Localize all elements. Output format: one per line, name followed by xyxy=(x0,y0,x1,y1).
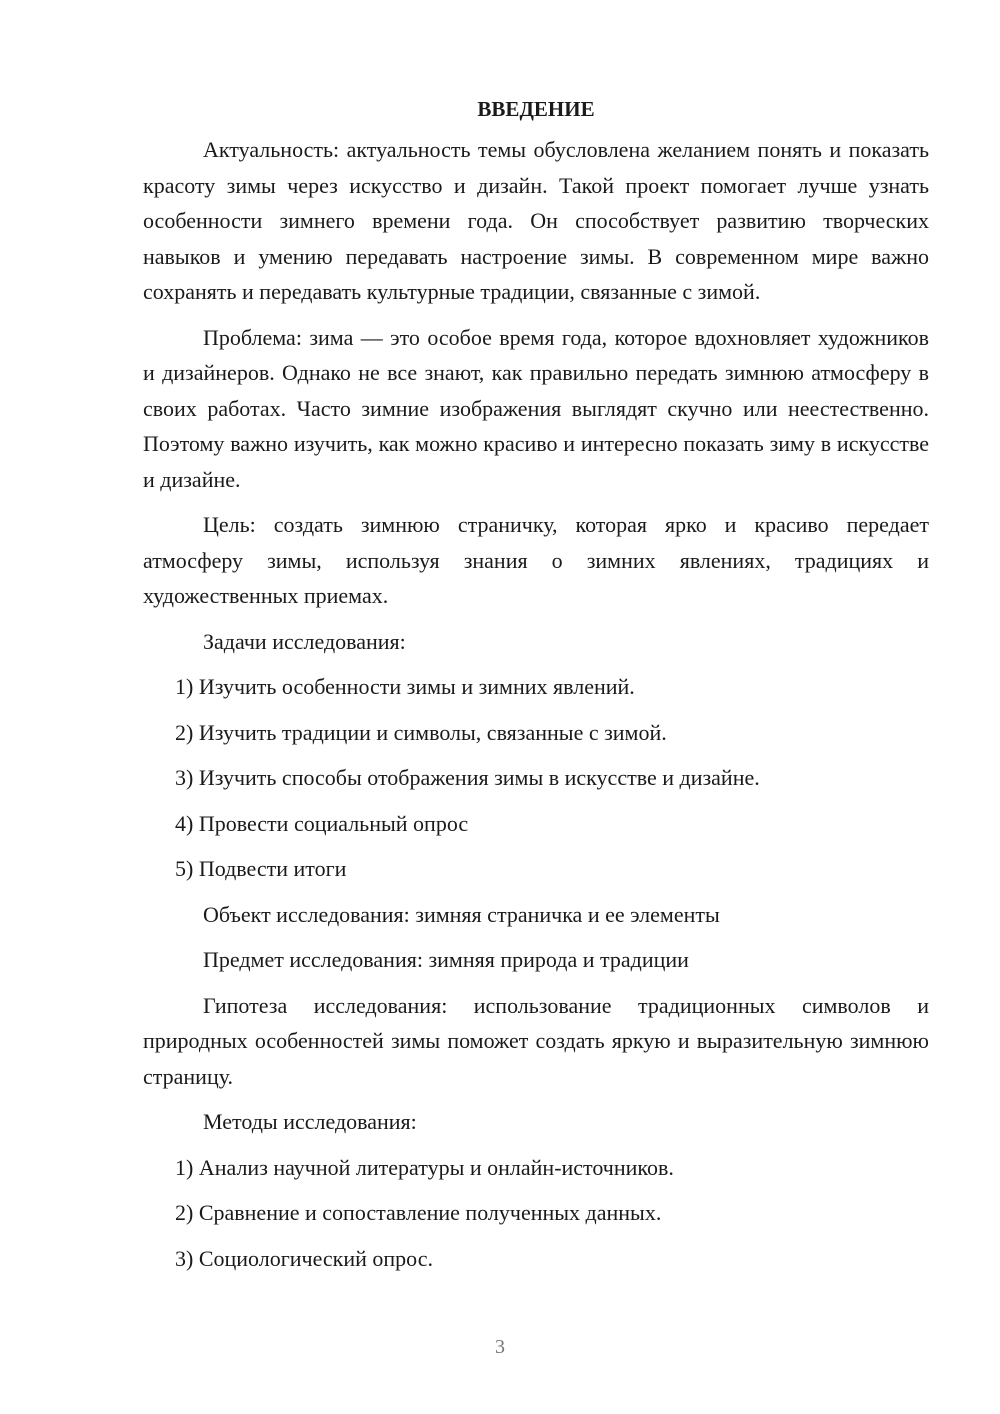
problem-paragraph: Проблема: зима — это особое время года, которое вдохновляет художников и дизайнеров. Однако не все знают, как правильно передать зимнюю атмосферу в своих работах. Часто зимние изображения выглядят скучно или неестественно. Поэтому важно изучить, как можно красиво и интересно показать зиму в искусстве и дизайне. xyxy=(143,324,929,492)
goal-paragraph: Цель: создать зимнюю страничку, которая ярко и красиво передает атмосферу зимы, используя знания о зимних явлениях, традициях и художественных приемах. xyxy=(143,512,929,608)
hypothesis-paragraph: Гипотеза исследования: использование традиционных символов и природных особенностей зимы поможет создать яркую и выразительную зимнюю страницу. xyxy=(143,992,929,1089)
document-page xyxy=(143,92,929,1286)
research-object: Объект исследования: зимняя страничка и ее элементы xyxy=(203,901,720,927)
methods-heading: Методы исследования: xyxy=(203,1109,417,1134)
task-item: 3) Изучить способы отображения зимы в искусстве и дизайне. xyxy=(175,765,760,790)
task-item: 5) Подвести итоги xyxy=(175,856,347,881)
page-number: 3 xyxy=(495,1336,505,1358)
tasks-heading: Задачи исследования: xyxy=(203,628,406,654)
method-item: 3) Социологический опрос. xyxy=(175,1245,433,1271)
task-item: 2) Изучить традиции и символы, связанные с зимой. xyxy=(175,719,667,745)
task-item: 4) Провести социальный опрос xyxy=(175,810,469,836)
relevance-paragraph: Актуальность: актуальность темы обусловлена желанием понять и показать красоту зимы через искусство и дизайн. Такой проект помогает лучше узнать особенности зимнего времени года. Он способствует развитию творческих навыков и умению передавать настроение зимы. В современном мире важно сохранять и передавать культурные традиции, связанные с зимой. xyxy=(143,137,929,304)
task-item: 1) Изучить особенности зимы и зимних явлений. xyxy=(175,674,635,699)
research-subject: Предмет исследования: зимняя природа и традиции xyxy=(203,947,689,972)
method-item: 1) Анализ научной литературы и онлайн-источников. xyxy=(175,1154,674,1180)
section-title: ВВЕДЕНИЕ xyxy=(477,97,595,121)
method-item: 2) Сравнение и сопоставление полученных данных. xyxy=(175,1200,662,1225)
